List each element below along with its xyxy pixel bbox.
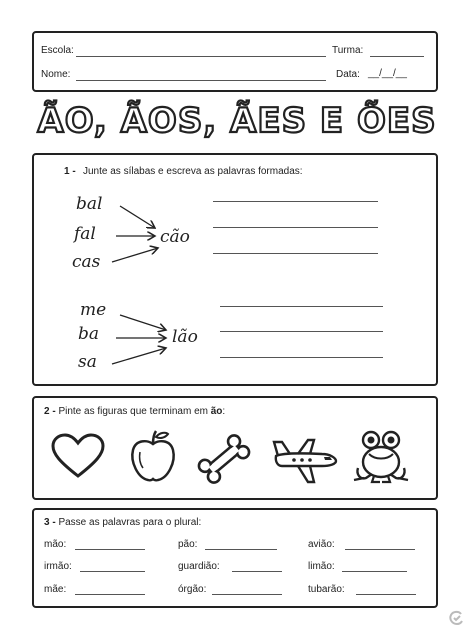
class-label: Turma: (332, 45, 364, 56)
syllable-cas: cas (72, 252, 101, 272)
word-orgao: órgão: (178, 584, 207, 595)
exercise3-instruction (44, 518, 201, 528)
syllable-fal: fal (74, 224, 96, 244)
word-pao: pão: (178, 539, 198, 550)
plural-field-aviao[interactable] (345, 549, 415, 550)
frog-icon[interactable] (352, 428, 410, 486)
bone-icon[interactable] (196, 434, 252, 484)
name-label: Nome: (41, 69, 71, 80)
page-title: ÃO, ÃOS, ÃES E ÕES (37, 101, 437, 141)
date-label: Data: (336, 69, 360, 80)
heart-icon[interactable] (50, 432, 106, 480)
apple-icon[interactable] (128, 428, 178, 484)
word-guardiao: guardião: (178, 561, 220, 572)
plural-field-orgao[interactable] (212, 594, 282, 595)
answer-line-4[interactable] (220, 306, 383, 307)
plural-field-tubarao[interactable] (356, 594, 416, 595)
exercise3-number: 3 - (44, 517, 56, 528)
exercise1-instruction: Junte as sílabas e escreva as palavras formadas: (83, 166, 303, 177)
answer-line-3[interactable] (213, 253, 378, 254)
plural-field-mao[interactable] (75, 549, 145, 550)
answer-line-2[interactable] (213, 227, 378, 228)
plural-field-mae[interactable] (75, 594, 145, 595)
syllable-me: me (80, 300, 107, 320)
exercise2-colon: : (222, 406, 226, 417)
word-irmao: irmão: (44, 561, 72, 572)
word-mae: mãe: (44, 584, 67, 595)
word-limao: limão: (308, 561, 335, 572)
ending-lao: lão (172, 327, 198, 347)
airplane-icon[interactable] (272, 436, 338, 484)
exercise2-instruction (44, 407, 225, 417)
brand-logo-icon (448, 610, 464, 626)
plural-field-limao[interactable] (342, 571, 407, 572)
word-aviao: avião: (308, 539, 335, 550)
word-tubarao: tubarão: (308, 584, 345, 595)
date-field[interactable]: __/__/__ (368, 68, 407, 79)
ending-cao: cão (160, 227, 190, 247)
exercise1-number: 1 - (64, 166, 76, 177)
syllable-ba: ba (78, 324, 100, 344)
word-mao: mão: (44, 539, 67, 550)
plural-field-guardiao[interactable] (232, 571, 282, 572)
exercise2-text: Pinte as figuras que terminam em (58, 406, 208, 417)
exercise2-ending: ão (210, 406, 223, 417)
exercise2-number: 2 - (44, 406, 56, 417)
school-label: Escola: (41, 45, 74, 56)
syllable-bal: bal (76, 194, 103, 214)
syllable-sa: sa (78, 352, 97, 372)
plural-field-irmao[interactable] (80, 571, 145, 572)
plural-field-pao[interactable] (205, 549, 277, 550)
answer-line-5[interactable] (220, 331, 383, 332)
exercise3-text: Passe as palavras para o plural: (58, 517, 202, 528)
answer-line-1[interactable] (213, 201, 378, 202)
answer-line-6[interactable] (220, 357, 383, 358)
